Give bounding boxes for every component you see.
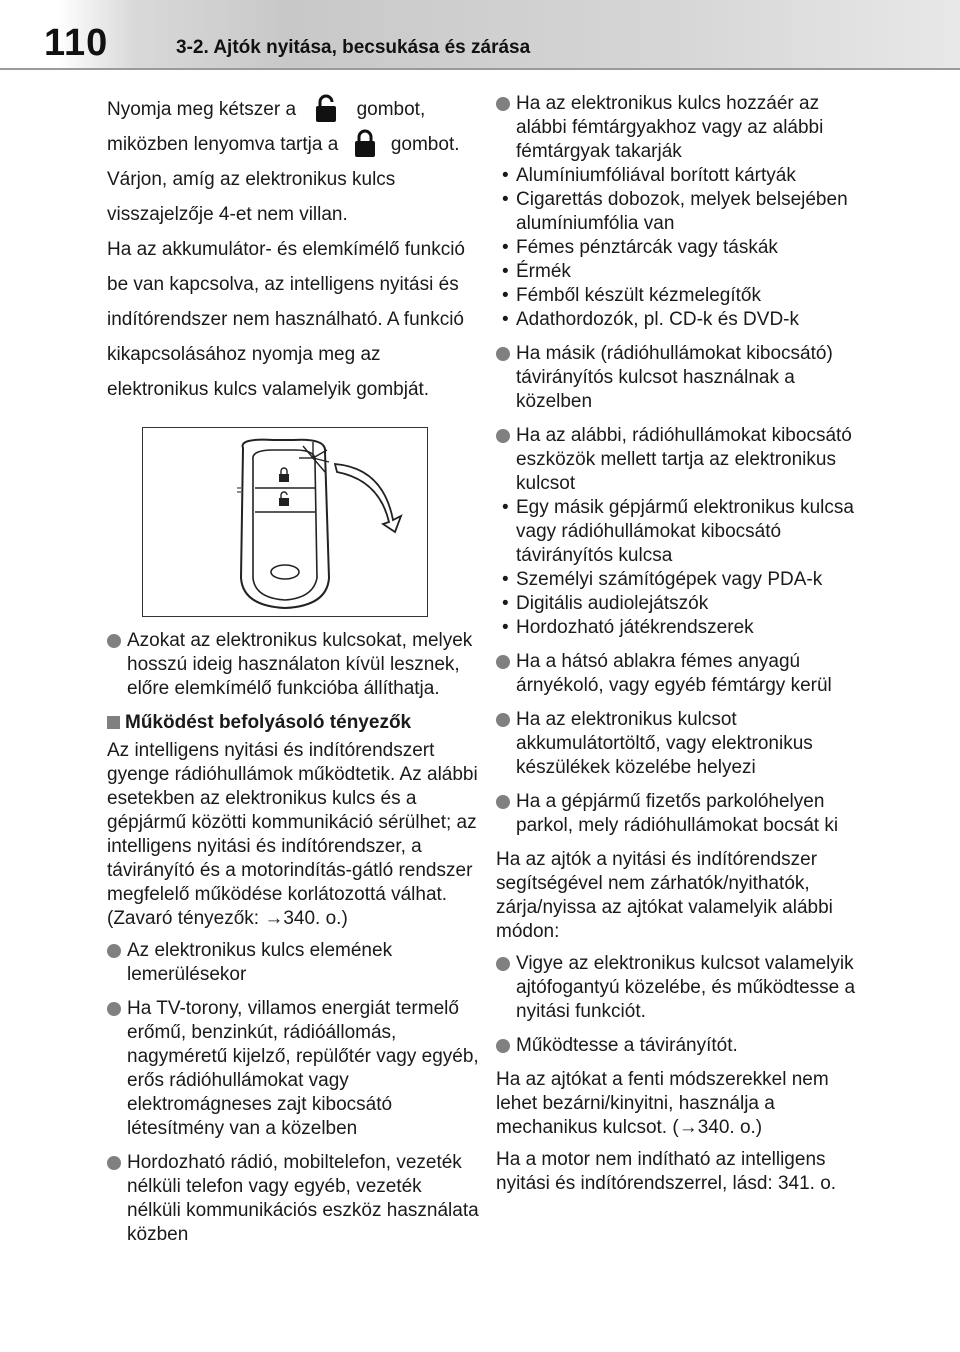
lock-icon [313,93,339,123]
list-item [107,1151,479,1247]
wait-text: Várjon, amíg az elektronikus kulcs visszajelzője 4-et nem villan. [107,169,396,225]
intro-line-2-text-a: miközben lenyomva tartja a [107,134,339,155]
bullet-text: Ha az elektronikus kulcs hozzáér az alábbi fémtárgyakhoz vagy az alábbi fémtárgyak takarják [516,93,824,162]
bullet-text: Ha másik (rádióhullámokat kibocsátó) távirányítós kulcsot használnak a közelben [516,343,833,412]
bullet-text: Hordozható rádió, mobiltelefon, vezeték nélküli telefon vagy egyéb, vezeték nélküli kommunikációs eszköz használata közben [127,1152,479,1245]
sub-list-item: • Érmék [502,261,571,282]
intro-line-1 [107,92,479,127]
list-item [496,1034,868,1058]
metal-items-list [496,164,868,332]
factors-text-b: 340. o.) [283,908,348,929]
list-item [496,708,868,780]
mechanical-key-paragraph [496,1068,868,1140]
sub-list-item: • Alumíniumfóliával borított kártyák [502,165,796,186]
section-title: 3-2. Ajtók nyitása, becsukása és zárása [176,37,531,58]
sub-list-item: • Hordozható játékrendszerek [502,617,754,638]
sub-list-item: • Egy másik gépjármű elektronikus kulcsa vagy rádióhullámokat kibocsátó távirányítós kulcsa [502,497,854,566]
battery-saver-text: Ha az akkumulátor- és elemkímélő funkció be van kapcsolva, az intelligens nyitási és indítórendszer nem használható. A funkció kikapcsolásához nyomja meg az elektronikus kulcs valamelyik gombját. [107,239,465,400]
cannot-lock-paragraph: Ha az ajtók a nyitási és indítórendszer segítségével nem zárhatók/nyithatók, zárja/nyissa az ajtókat valamelyik alábbi módon: [496,849,833,942]
list-item [496,342,868,414]
page-number: 110 [44,22,109,64]
factors-text-a: Az intelligens nyitási és indítórendszert gyenge rádióhullámok működtetik. Az alábbi esetekben az elektronikus kulcs és a gépjármű közötti kommunikáció sérülhet; az intelligens nyitási és indítórendszer, a távirányító és a motorindítás-gátló rendszer megfelelő működése korlátozottá válhat. (Zavaró tényezők: [107,740,478,929]
sub-item-text: Érmék [516,261,571,282]
sub-item-text: Fémből készült kézmelegítők [516,285,761,306]
lock-icon [352,128,378,158]
list-item [496,650,868,698]
sub-list-item: • Digitális audiolejátszók [502,593,709,614]
list-item [496,92,868,164]
intro-line-1-text-a: Nyomja meg kétszer a [107,99,297,120]
sub-item-text: Adathordozók, pl. CD-k és DVD-k [516,309,799,330]
bullet-text: Ha az alábbi, rádióhullámokat kibocsátó eszközök mellett tartja az elektronikus kulcsot [516,425,852,494]
heading-factors: Működést befolyásoló tényezők [107,711,479,735]
list-item [107,997,479,1141]
sub-list-item: • Fémből készült kézmelegítők [502,285,761,306]
bullet-text: Ha az elektronikus kulcsot akkumulátortöltő, vagy elektronikus készülékek közelébe helyezi [516,709,813,778]
sub-item-text: Személyi számítógépek vagy PDA-k [516,569,823,590]
right-column [496,92,868,1204]
engine-paragraph: Ha a motor nem indítható az intelligens nyitási és indítórendszerrel, lásd: 341. o. [496,1149,837,1194]
bullet-text: Ha a gépjármű fizetős parkolóhelyen parkol, mely rádióhullámokat bocsát ki [516,791,839,836]
sub-list-item: • Személyi számítógépek vagy PDA-k [502,569,823,590]
list-item [107,629,479,701]
left-column [107,92,479,1257]
sub-item-text: Hordozható játékrendszerek [516,617,754,638]
page-header [0,0,960,70]
arrow-right-icon: → [678,1117,698,1138]
arrow-icon [335,464,401,532]
intro-line-2 [107,127,479,162]
list-item [496,424,868,496]
bullet-text: Működtesse a távirányítót. [516,1035,738,1056]
mech-key-text-a: Ha az ajtókat a fenti módszerekkel nem lehet bezárni/kinyitni, használja a mechanikus kulcsot. ( [496,1069,829,1138]
header-bar [0,0,960,70]
header-divider [0,68,960,70]
bullet-text: Ha a hátsó ablakra fémes anyagú árnyékoló, vagy egyéb fémtárgy kerül [516,651,832,696]
intro-line-1-text-b: gombot, [356,99,426,120]
list-item [496,790,868,838]
sub-list-item: • Cigarettás dobozok, melyek belsejében alumíniumfólia van [502,189,848,234]
intro-line-2-text-b: gombot. [390,134,460,155]
factors-paragraph [107,739,479,931]
key-illustration [142,427,428,617]
electronic-key-icon [143,428,429,618]
bullet-text: Vigye az elektronikus kulcsot valamelyik ajtófogantyú közelébe, és működtesse a nyitási funkciót. [516,953,856,1022]
sub-item-text: Egy másik gépjármű elektronikus kulcsa vagy rádióhullámokat kibocsátó távirányítós kulcsa [516,497,854,566]
device-items-list [496,496,868,640]
arrow-right-icon: → [264,908,284,929]
bullet-text: Ha TV-torony, villamos energiát termelő erőmű, benzinkút, rádióállomás, nagyméretű kijelző, repülőtér vagy egyéb, erős rádióhullámokat vagy elektromágneses zajt kibocsátó létesítmény van a közelben [127,998,479,1139]
list-item [496,952,868,1024]
bullet-text: Azokat az elektronikus kulcsokat, melyek hosszú ideig használaton kívül lesznek, előre elemkímélő funkcióba állíthatja. [127,630,473,699]
mech-key-text-b: 340. o.) [697,1117,763,1138]
sub-item-text: Fémes pénztárcák vagy táskák [516,237,778,258]
list-item [107,939,479,987]
sub-list-item: • Adathordozók, pl. CD-k és DVD-k [502,309,799,330]
sub-item-text: Alumíniumfóliával borított kártyák [516,165,796,186]
sub-item-text: Cigarettás dobozok, melyek belsejében alumíniumfólia van [516,189,848,234]
sub-list-item: • Fémes pénztárcák vagy táskák [502,237,778,258]
bullet-text: Az elektronikus kulcs elemének lemerülésekor [127,940,393,985]
sub-item-text: Digitális audiolejátszók [516,593,709,614]
